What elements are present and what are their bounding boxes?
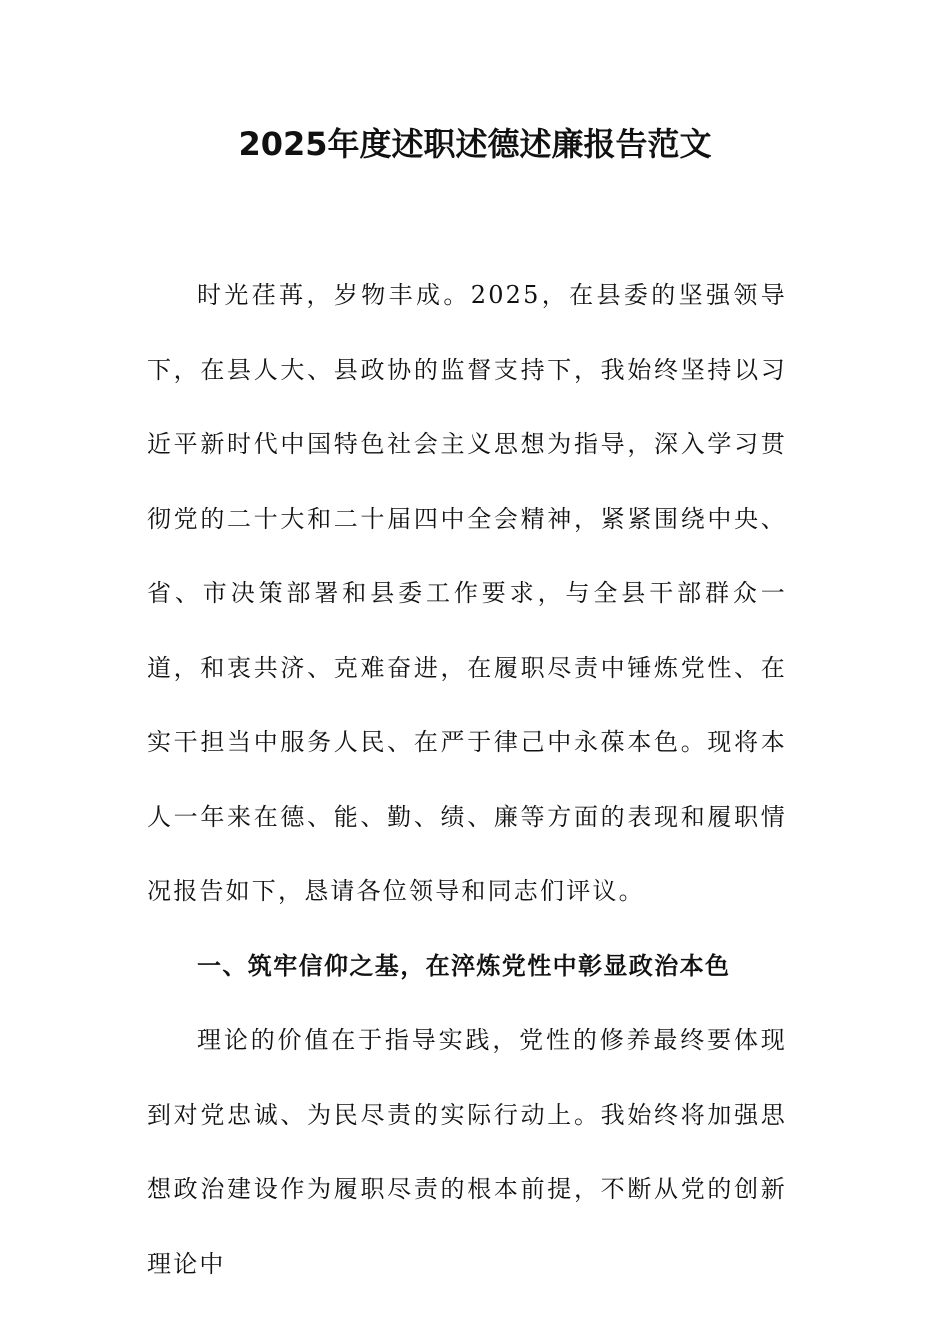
document-title: 2025年度述职述德述廉报告范文 <box>238 125 712 163</box>
section-heading-1: 一、筑牢信仰之基，在淬炼党性中彰显政治本色 <box>197 951 731 980</box>
document-body <box>147 258 787 1301</box>
intro-paragraph: 时光荏苒，岁物丰成。2025，在县委的坚强领导下，在县人大、县政协的监督支持下，我始终坚持以习近平新时代中国特色社会主义思想为指导，深入学习贯彻党的二十大和二十届四中全会精神，紧紧围绕中央、省、市决策部署和县委工作要求，与全县干部群众一道，和衷共济、克难奋进，在履职尽责中锤炼党性、在实干担当中服务人民、在严于律己中永葆本色。现将本人一年来在德、能、勤、绩、廉等方面的表现和履职情况报告如下，恳请各位领导和同志们评议。 <box>147 281 787 905</box>
section-1-paragraph: 理论的价值在于指导实践，党性的修养最终要体现到对党忠诚、为民尽责的实际行动上。我始终将加强思想政治建设作为履职尽责的根本前提，不断从党的创新理论中 <box>147 1026 787 1278</box>
